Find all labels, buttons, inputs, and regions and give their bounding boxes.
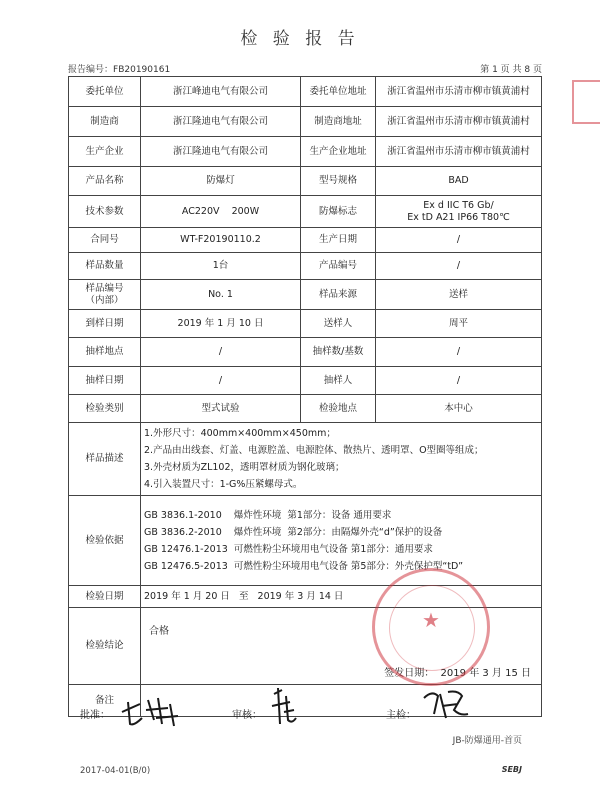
quantity-label: 样品数量 xyxy=(69,253,141,280)
description-label: 样品描述 xyxy=(69,423,141,496)
description-value xyxy=(141,423,542,496)
client-value: 浙江峰迪电气有限公司 xyxy=(141,77,301,107)
report-number-value: FB20190161 xyxy=(113,65,171,75)
maker-address-label: 制造商地址 xyxy=(301,107,376,137)
arrival-date-value: 2019 年 1 月 10 日 xyxy=(141,310,301,338)
tech-value: AC220V 200W xyxy=(141,196,301,228)
category-label: 检验类别 xyxy=(69,395,141,423)
sign-date: 签发日期： 2019 年 3 月 15 日 xyxy=(384,668,531,679)
production-date-value: / xyxy=(376,228,542,253)
sampling-quantity-value: / xyxy=(376,338,542,367)
product-name-value: 防爆灯 xyxy=(141,167,301,196)
exmark-line-2: Ex tD A21 IP66 T80℃ xyxy=(407,211,510,223)
sender-label: 送样人 xyxy=(301,310,376,338)
remark-value xyxy=(141,685,542,717)
main-inspector-signature xyxy=(418,684,472,724)
seal-star-icon: ★ xyxy=(422,608,440,632)
description-line: 2.产品由出线套、灯盖、电源腔盖、电源腔体、散热片、透明罩、O型圈等组成； xyxy=(144,445,484,456)
row-product-name xyxy=(69,167,542,196)
model-value: BAD xyxy=(376,167,542,196)
row-maker xyxy=(69,107,542,137)
description-line: 3.外壳材质为ZL102，透明罩材质为钢化玻璃； xyxy=(144,462,345,473)
contract-value: WT-F20190110.2 xyxy=(141,228,301,253)
basis-line: GB 12476.1-2013 可燃性粉尘环境用电气设备 第1部分：通用要求 xyxy=(144,543,433,555)
producer-value: 浙江隆迪电气有限公司 xyxy=(141,137,301,167)
producer-address-label: 生产企业地址 xyxy=(301,137,376,167)
sampling-date-label: 抽样日期 xyxy=(69,367,141,395)
client-address-label: 委托单位地址 xyxy=(301,77,376,107)
producer-address-value: 浙江省温州市乐清市柳市镇黄浦村 xyxy=(376,137,542,167)
row-tech xyxy=(69,196,542,228)
product-number-value: / xyxy=(376,253,542,280)
arrival-date-label: 到样日期 xyxy=(69,310,141,338)
maker-label: 制造商 xyxy=(69,107,141,137)
report-title: 检 验 报 告 xyxy=(240,29,360,49)
sampling-quantity-label: 抽样数/基数 xyxy=(301,338,376,367)
review-signature xyxy=(266,684,306,730)
sample-number-label-line2: （内部） xyxy=(85,294,124,306)
sample-source-label: 样品来源 xyxy=(301,280,376,310)
page-info: 第 1 页 共 8 页 xyxy=(480,65,542,75)
basis-line: GB 3836.1-2010 爆炸性环境 第1部分：设备 通用要求 xyxy=(144,509,392,521)
tech-label: 技术参数 xyxy=(69,196,141,228)
review-label: 审核： xyxy=(232,710,262,721)
inspection-seal xyxy=(372,568,490,686)
contract-label: 合同号 xyxy=(69,228,141,253)
conclusion-label: 检验结论 xyxy=(69,608,141,685)
row-contract xyxy=(69,228,542,253)
conclusion-value: 合格 xyxy=(149,626,169,637)
sampling-date-value: / xyxy=(141,367,301,395)
test-date-label: 检验日期 xyxy=(69,586,141,608)
sample-number-label-line1: 样品编号 xyxy=(85,282,124,294)
sampling-place-label: 抽样地点 xyxy=(69,338,141,367)
product-number-label: 产品编号 xyxy=(301,253,376,280)
product-name-label: 产品名称 xyxy=(69,167,141,196)
test-date-value: 2019 年 1 月 20 日 至 2019 年 3 月 14 日 xyxy=(141,586,542,608)
sample-source-value: 送样 xyxy=(376,280,542,310)
remark-label: 备注 xyxy=(69,685,141,717)
client-label: 委托单位 xyxy=(69,77,141,107)
row-category xyxy=(69,395,542,423)
row-sampling-place xyxy=(69,338,542,367)
sampling-place-value: / xyxy=(141,338,301,367)
production-date-label: 生产日期 xyxy=(301,228,376,253)
row-sample-number xyxy=(69,280,542,310)
producer-label: 生产企业 xyxy=(69,137,141,167)
sample-number-value: No. 1 xyxy=(141,280,301,310)
row-basis xyxy=(69,496,542,586)
category-value: 型式试验 xyxy=(141,395,301,423)
report-number xyxy=(68,62,170,75)
sample-number-label xyxy=(69,280,141,310)
basis-value xyxy=(141,496,542,586)
exmark-line-1: Ex d IIC T6 Gb/ xyxy=(423,199,494,211)
maker-value: 浙江隆迪电气有限公司 xyxy=(141,107,301,137)
row-producer xyxy=(69,137,542,167)
side-seal-stamp xyxy=(572,80,600,124)
client-address-value: 浙江省温州市乐清市柳市镇黄浦村 xyxy=(376,77,542,107)
report-number-label: 报告编号： xyxy=(68,65,114,75)
exmark-label: 防爆标志 xyxy=(301,196,376,228)
row-quantity xyxy=(69,253,542,280)
exmark-value xyxy=(376,196,542,228)
sender-value: 周平 xyxy=(376,310,542,338)
maker-address-value: 浙江省温州市乐清市柳市镇黄浦村 xyxy=(376,107,542,137)
row-arrival xyxy=(69,310,542,338)
sampler-value: / xyxy=(376,367,542,395)
version-text: 2017-04-01(B/0) xyxy=(80,766,151,776)
basis-line: GB 3836.2-2010 爆炸性环境 第2部分：由隔爆外壳“d”保护的设备 xyxy=(144,526,443,538)
row-sampling-date xyxy=(69,367,542,395)
model-label: 型号规格 xyxy=(301,167,376,196)
description-line: 4.引入装置尺寸：1-G%压紧螺母式。 xyxy=(144,479,303,490)
row-description xyxy=(69,423,542,496)
test-place-label: 检验地点 xyxy=(301,395,376,423)
description-line: 1.外形尺寸：400mm×400mm×450mm； xyxy=(144,428,336,439)
row-client xyxy=(69,77,542,107)
quantity-value: 1台 xyxy=(141,253,301,280)
approve-label: 批准： xyxy=(80,710,110,721)
basis-label: 检验依据 xyxy=(69,496,141,586)
test-place-value: 本中心 xyxy=(376,395,542,423)
main-inspector-label: 主检： xyxy=(386,710,416,721)
approve-signature xyxy=(118,690,198,730)
sampler-label: 抽样人 xyxy=(301,367,376,395)
company-logo: SEBJ xyxy=(501,765,522,774)
basis-line: GB 12476.5-2013 可燃性粉尘环境用电气设备 第5部分：外壳保护型“tD” xyxy=(144,560,464,572)
form-number: JB-防爆通用-首页 xyxy=(452,736,522,746)
